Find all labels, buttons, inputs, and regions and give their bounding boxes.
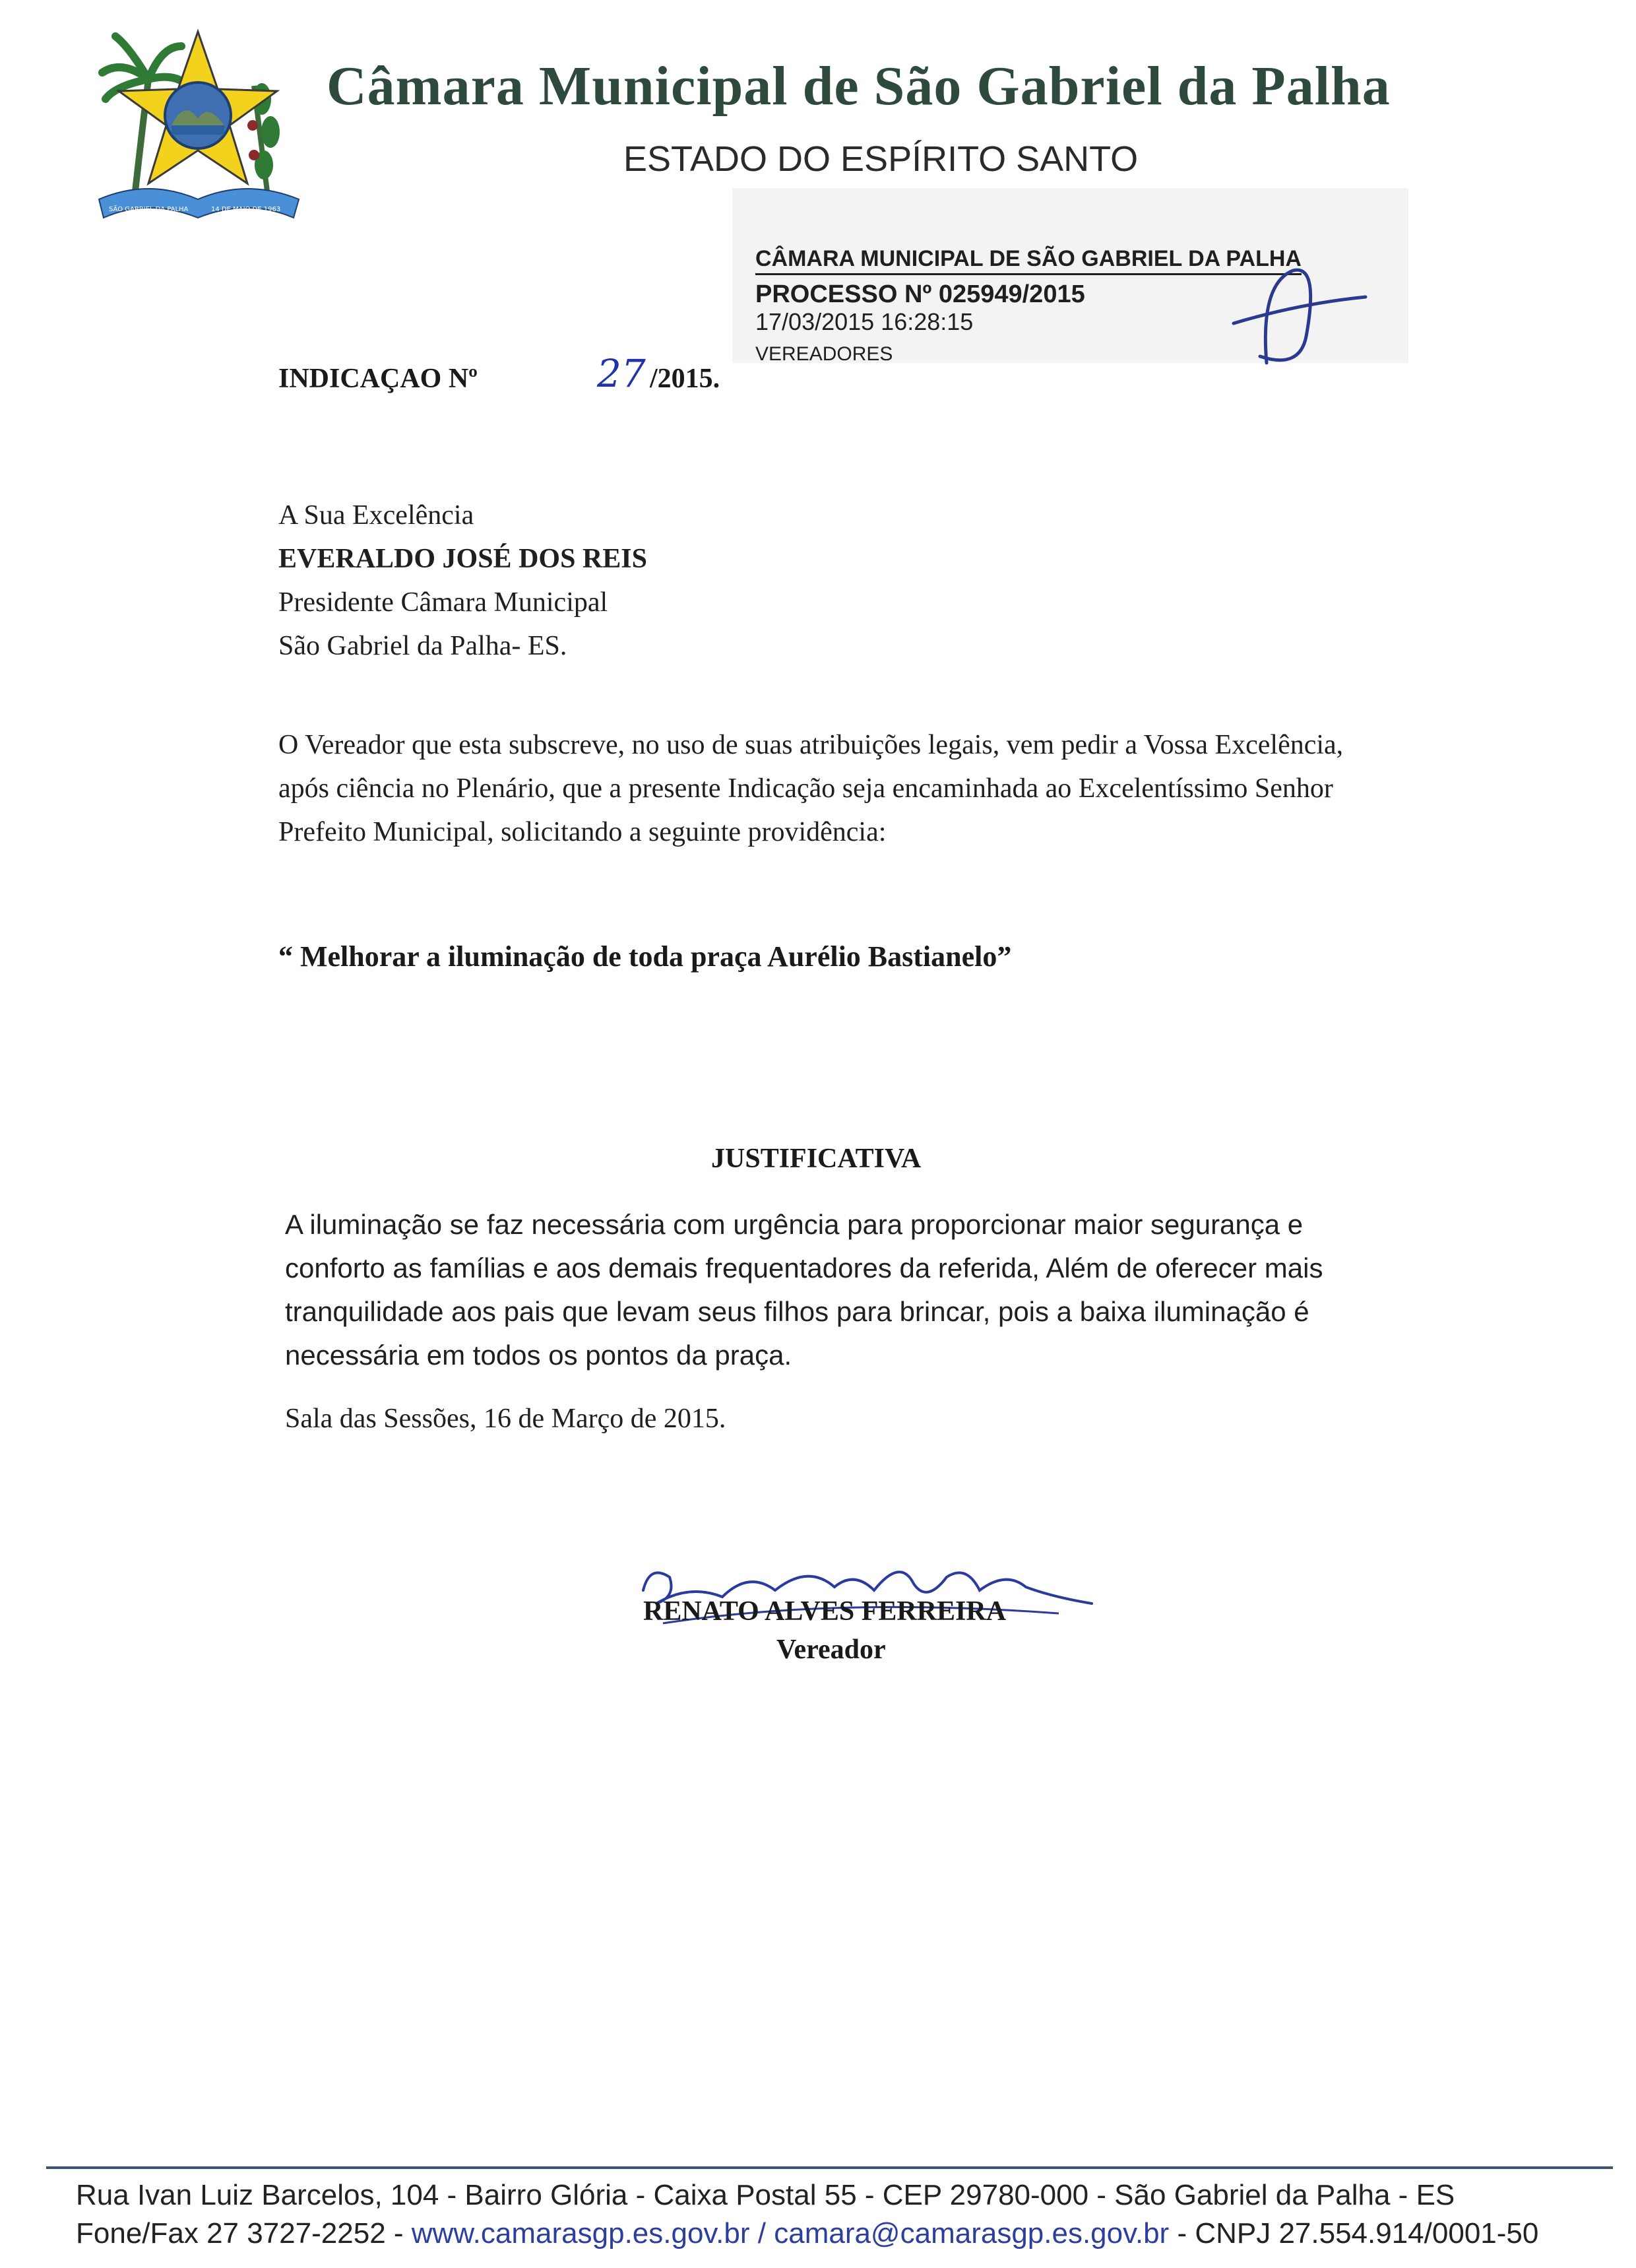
justification-heading: JUSTIFICATIVA [711, 1144, 922, 1174]
footer-separator: / [757, 2217, 766, 2250]
crest-ribbon-left: SÃO GABRIEL DA PALHA [109, 206, 189, 213]
request-text: “ Melhorar a iluminação de toda praça Aurélio Bastianelo” [278, 940, 1012, 973]
addressee-name: EVERALDO JOSÉ DOS REIS [278, 544, 647, 574]
footer-cnpj: - CNPJ 27.554.914/0001-50 [1177, 2217, 1539, 2250]
state-subtitle: ESTADO DO ESPÍRITO SANTO [623, 139, 1139, 179]
closing-line: Sala das Sessões, 16 de Março de 2015. [285, 1404, 726, 1434]
addressee-block [278, 494, 647, 668]
footer-contact [76, 2217, 1538, 2250]
stamp-datetime: 17/03/2015 16:28:15 [755, 308, 974, 335]
stamp-institution: CÂMARA MUNICIPAL DE SÃO GABRIEL DA PALHA [755, 246, 1302, 275]
footer-address: Rua Ivan Luiz Barcelos, 104 - Bairro Glória - Caixa Postal 55 - CEP 29780-000 - São Gabriel da Palha - ES [76, 2179, 1455, 2211]
footer-email-link[interactable]: camara@camarasgp.es.gov.br [774, 2217, 1170, 2250]
justification-paragraph: A iluminação se faz necessária com urgência para proporcionar maior segurança e conforto as famílias e aos demais frequentadores da referida, Além de oferecer mais tranquilidade aos pais que levam seus filhos para brincar, pois a baixa iluminação é necessária em todos os pontos da praça. [285, 1209, 1323, 1371]
protocol-stamp [732, 188, 1408, 363]
indicacao-number: 27 [597, 351, 646, 396]
coat-of-arms-icon [89, 26, 307, 224]
signatory-name: RENATO ALVES FERREIRA [643, 1596, 1007, 1627]
page-title: Câmara Municipal de São Gabriel da Palha [327, 55, 1391, 117]
crest-ribbon-right: 14 DE MAIO DE 1963 [211, 206, 281, 213]
addressee-position: Presidente Câmara Municipal [278, 587, 608, 618]
intro-paragraph: O Vereador que esta subscreve, no uso de suas atribuições legais, vem pedir a Vossa Excelência, após ciência no Plenário, que a presente Indicação seja encaminhada ao Excelentíssimo Senhor Prefeito Municipal, solicitando a seguinte providência: [278, 730, 1344, 847]
footer-divider [46, 2166, 1613, 2169]
stamp-process-number: PROCESSO Nº 025949/2015 [755, 280, 1085, 308]
stamp-initials-icon [1220, 257, 1392, 376]
signatory-role: Vereador [776, 1635, 886, 1665]
indicacao-label: INDICAÇAO Nº [278, 364, 478, 394]
footer-phone: Fone/Fax 27 3727-2252 - [76, 2217, 404, 2250]
addressee-city: São Gabriel da Palha- ES. [278, 631, 567, 661]
addressee-salutation: A Sua Excelência [278, 500, 474, 531]
indicacao-year: /2015. [650, 364, 720, 394]
stamp-department: VEREADORES [755, 343, 893, 365]
footer-website-link[interactable]: www.camarasgp.es.gov.br [411, 2217, 750, 2250]
